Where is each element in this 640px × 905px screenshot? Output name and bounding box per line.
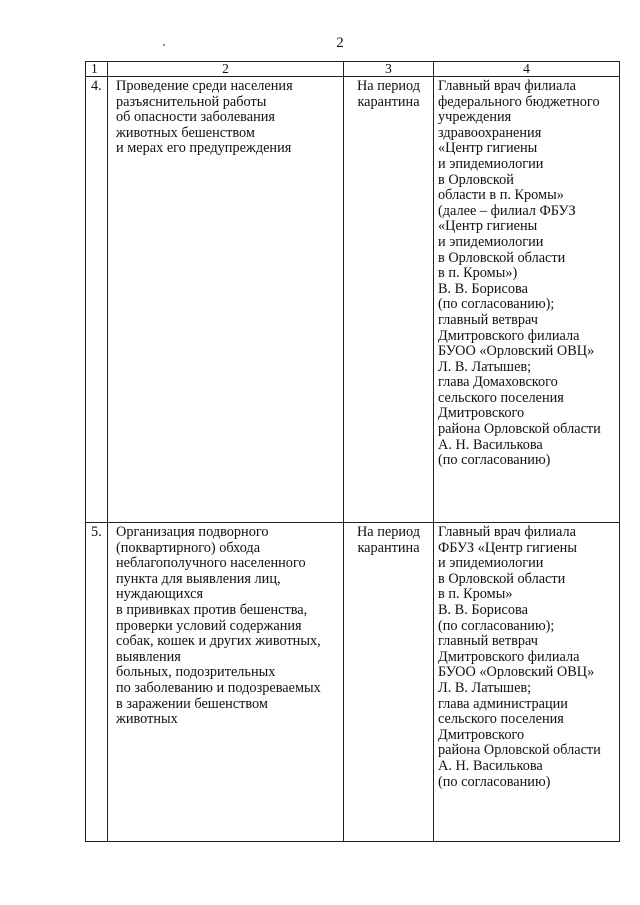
text-line: главный ветврач [438, 311, 538, 328]
column-number-3: 3 [344, 62, 434, 77]
text-line: в Орловской области [438, 249, 566, 266]
text-line: (по согласованию); [438, 617, 555, 634]
row-number: 5. [86, 523, 108, 842]
text-line: области в п. Кромы» [438, 187, 564, 204]
measure-period [344, 77, 434, 523]
text-line: глава Домаховского [438, 374, 558, 391]
text-line: (по согласованию) [438, 452, 551, 469]
column-number-4: 4 [434, 62, 620, 77]
text-line: собак, кошек и других животных, [116, 633, 321, 650]
text-line: глава администрации [438, 695, 568, 712]
text-line: об опасности заболевания [116, 109, 275, 126]
text-line: по заболеванию и подозреваемых [116, 679, 321, 696]
measure-description [108, 523, 344, 842]
text-line: неблагополучного населенного [116, 555, 306, 572]
table-row [86, 523, 620, 842]
text-line: проверки условий содержания [116, 617, 302, 634]
text-line: Дмитровского филиала [438, 648, 580, 665]
text-line: «Центр гигиены [438, 218, 538, 235]
text-line: нуждающихся [116, 586, 204, 603]
text-line: в заражении бешенством [116, 695, 268, 712]
text-line: А. Н. Василькова [438, 436, 543, 453]
page-number: 2 [336, 35, 344, 51]
text-line: А. Н. Василькова [438, 757, 543, 774]
text-line: Главный врач филиала [438, 78, 576, 94]
text-line: в Орловской области [438, 570, 566, 587]
text-line: и эпидемиологии [438, 555, 544, 572]
text-line: пункта для выявления лиц, [116, 570, 281, 587]
text-line: района Орловской области [438, 742, 601, 759]
text-line: Дмитровского [438, 726, 525, 743]
measure-description [108, 77, 344, 523]
text-line: выявления [116, 648, 181, 665]
text-line: Организация подворного [116, 524, 269, 540]
column-number-row [86, 62, 620, 77]
text-line: больных, подозрительных [116, 664, 276, 681]
measure-period [344, 523, 434, 842]
text-line: (по согласованию) [438, 773, 551, 790]
text-line: карантина [357, 93, 420, 110]
text-line: учреждения [438, 109, 512, 126]
text-line: Дмитровского [438, 405, 525, 422]
text-line: «Центр гигиены [438, 140, 538, 157]
measure-responsible [434, 523, 620, 842]
text-line: сельского поселения [438, 711, 564, 728]
text-line: Л. В. Латышев; [438, 679, 532, 696]
text-line: Главный врач филиала [438, 524, 576, 540]
text-line: и эпидемиологии [438, 233, 544, 250]
text-line: животных бешенством [116, 124, 255, 141]
measures-table [85, 61, 620, 842]
text-line: (поквартирного) обхода [116, 539, 261, 556]
text-line: На период [356, 524, 421, 540]
text-line: и мерах его предупреждения [116, 140, 292, 157]
text-line: здравоохранения [438, 124, 542, 141]
text-line: сельского поселения [438, 389, 564, 406]
text-line: главный ветврач [438, 633, 538, 650]
text-line: (далее – филиал ФБУЗ [438, 202, 576, 219]
text-line: БУОО «Орловский ОВЦ» [438, 664, 595, 681]
table-row [86, 77, 620, 523]
text-line: В. В. Борисова [438, 280, 528, 297]
text-line: (по согласованию); [438, 296, 555, 313]
text-line: ФБУЗ «Центр гигиены [438, 539, 577, 556]
text-line: в Орловской [438, 171, 514, 188]
text-line: БУОО «Орловский ОВЦ» [438, 343, 595, 360]
text-line: в п. Кромы») [438, 265, 518, 282]
column-number-2: 2 [108, 62, 344, 77]
measure-responsible [434, 77, 620, 523]
row-number: 4. [86, 77, 108, 523]
text-line: Л. В. Латышев; [438, 358, 532, 375]
text-line: карантина [357, 539, 420, 556]
text-line: Проведение среди населения [116, 78, 293, 94]
text-line: и эпидемиологии [438, 155, 544, 172]
text-line: федерального бюджетного [438, 93, 600, 110]
text-line: животных [116, 711, 178, 728]
text-line: разъяснительной работы [116, 93, 267, 110]
text-line: в прививках против бешенства, [116, 601, 308, 618]
text-line: в п. Кромы» [438, 586, 513, 603]
text-line: В. В. Борисова [438, 601, 528, 618]
text-line: района Орловской области [438, 421, 601, 438]
text-line: Дмитровского филиала [438, 327, 580, 344]
column-number-1: 1 [86, 62, 108, 77]
text-line: На период [356, 78, 421, 94]
